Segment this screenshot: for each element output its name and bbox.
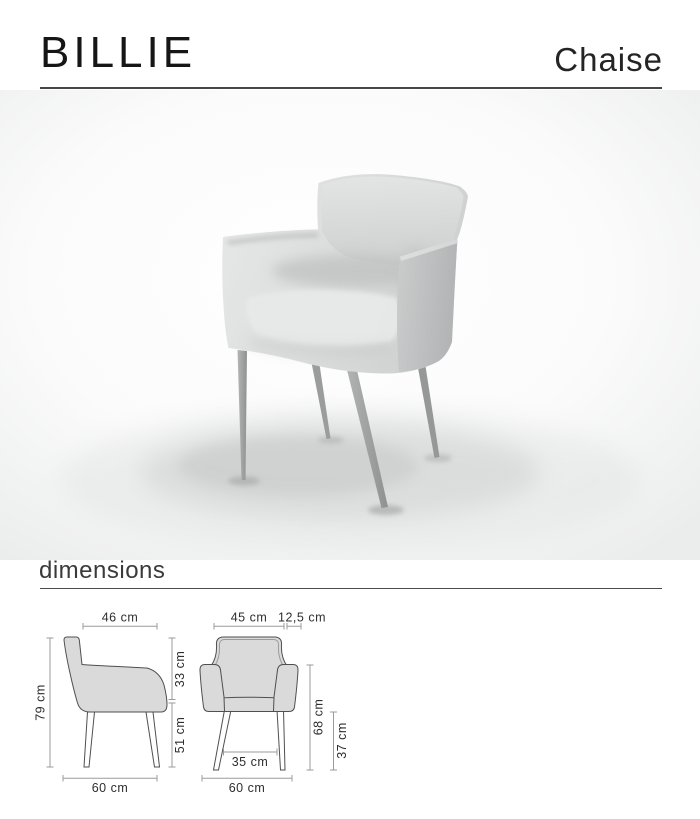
dim-side-seat-height-label: 51 cm xyxy=(173,716,187,754)
dim-front-seat-width xyxy=(214,611,284,630)
dim-front-armrest-width xyxy=(278,611,326,630)
dim-side-depth xyxy=(63,775,157,795)
dim-front-armrest-height-label: 68 cm xyxy=(311,698,326,736)
front-view-right-leg xyxy=(277,710,285,770)
dim-front-under-seat-height-label: 37 cm xyxy=(335,722,349,759)
product-photo xyxy=(0,90,700,560)
dimensions-title: dimensions xyxy=(39,557,166,584)
side-view-rear-leg xyxy=(84,712,95,767)
dim-side-total-height xyxy=(34,638,54,767)
front-view-right-armrest xyxy=(274,665,299,712)
dim-front-total-width-label: 60 cm xyxy=(228,781,266,795)
product-name: BILLIE xyxy=(40,28,197,77)
dim-front-total-width xyxy=(202,775,292,795)
product-type: Chaise xyxy=(554,41,663,78)
side-view-body xyxy=(64,637,167,712)
dim-front-under-seat-height xyxy=(330,712,349,770)
side-view-drawing xyxy=(34,611,188,796)
dim-side-seat-height xyxy=(169,703,188,767)
chair-seat-cushion xyxy=(246,290,400,346)
front-view-drawing xyxy=(200,611,349,796)
dim-front-armrest-height xyxy=(307,665,326,770)
dimensions-rule xyxy=(40,588,662,589)
dim-side-top-width xyxy=(83,611,157,630)
dim-side-total-height-label: 79 cm xyxy=(33,684,48,721)
front-view-left-leg xyxy=(214,710,232,770)
dim-front-armrest-width-label: 12,5 cm xyxy=(278,610,326,625)
floor-shadow xyxy=(60,408,640,552)
header-rule xyxy=(40,87,662,89)
dim-side-backrest-height xyxy=(169,638,188,700)
dim-front-seat-width-label: 45 cm xyxy=(230,610,268,625)
front-view-left-armrest xyxy=(200,665,225,712)
dim-front-between-legs-label: 35 cm xyxy=(231,755,269,769)
dim-side-top-width-label: 46 cm xyxy=(101,610,139,625)
dim-side-depth-label: 60 cm xyxy=(91,781,129,795)
dimension-drawings xyxy=(0,600,700,819)
dim-front-between-legs xyxy=(224,749,278,770)
dim-side-backrest-height-label: 33 cm xyxy=(173,650,187,688)
side-view-front-leg xyxy=(146,712,160,767)
